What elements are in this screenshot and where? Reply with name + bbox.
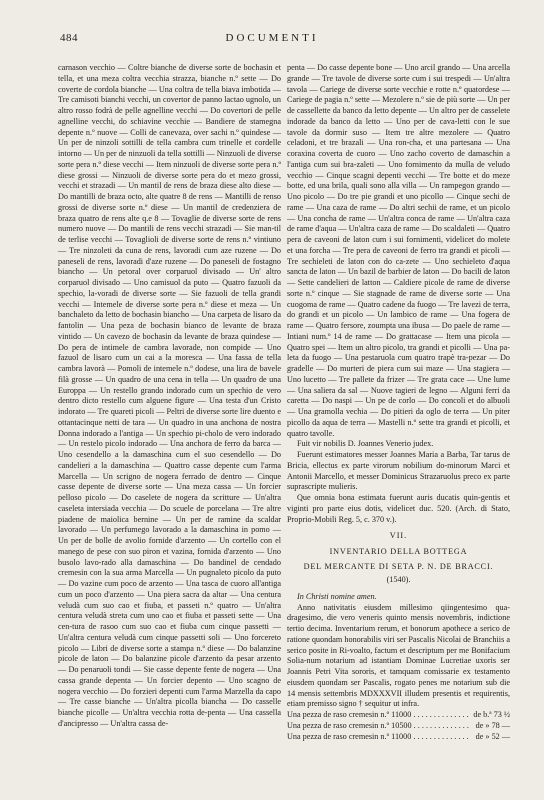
section-number: VII. (389, 531, 408, 541)
price-line-description: Una pezza de raso cremesin n.º 11000 . . . . . . . . . . . . . . (287, 710, 469, 719)
left-column (58, 63, 281, 730)
price-line-value: de » 52 — (475, 731, 510, 741)
right-column (287, 63, 510, 742)
price-line-description: Una pezza de raso cremesin n.º 10500 . . . . . . . . . . . . . . (287, 720, 469, 730)
judge-line: Fuit vir nobilis D. Joannes Venerio judex. (297, 439, 434, 449)
section-title-line-2: DEL MERCANTE DI SETA P. N. DE BRACCI. (303, 562, 494, 571)
valuation-paragraph: Que omnia bona estimata fuerunt auris ducatis quin-gentis et viginti pro parte eius dotis, videlicet duc. 520. (Arch. di Stato, Proprio-Mobili Reg. 5, c. 370 v.). (287, 493, 510, 524)
estimators-paragraph: Fuerunt estimatores messer Joannes Maria a Barba, Tar tarus de Bricia, ellectus ex parte virorum nobilium do-minorum Marci et Antonii Marcello, et messer Dominicus Strazaruolus preco ex parte suprascripte mulieris. (287, 450, 510, 492)
price-line-value: de b.ª 73 ½ (473, 710, 510, 719)
price-line (287, 710, 510, 721)
price-line-value: de » 78 — (475, 720, 510, 730)
price-line (287, 721, 510, 732)
section-year: (1540). (386, 575, 411, 584)
inventory-text-right: penta — Do casse depente bone — Uno arcil grando — Una arcella grande — Tre tavole de diverse sorte cum i sui trespedi — Un'altra tavola — Cariege de diverse sorte vecchie e rotte n.º quatordese — Cariege de pagia n.º sette — Mezolere n.º sie de più sorte — Un per de cassellette da banco da letto depente — Un altro per de casselete indorade da banco da letto — Uno per de cava-letti con le sue tavole da dormir suso — Item tre altre mezolere — Quatro celadoni, et tre brazali — Una ron-cha, et una partesana — Una coraxina coverta de cuoro — Uno zacho coverto de damaschin a l'antiga cum sui bra-zaleti — Uno fornimento da mulla de veludo vecchio — Cinque scagni depenti vecchi — Tre botte et do meze botte, ed una brila, quali sono alla villa — Un rampegon grando — Uno picolo — Do tre pie grandi et uno picollo — Cinque sechi de rame — Una caza de rame — Do altri sechii de rame, et un picolo — Una concha de rame — Un'altra conca de rame — Un'altra caza de rame d'aqua — Un'altra caza de rame — Do scaldaleti — Quatro pera de caveoni de laton cum i sui fornimenti, videlicet do molete et una forcha — Tre pera de caveoni de ferro tra grandi et picoli — Tre sechieleti de laton con do ca-zete — Uno sechieleto d'aqua sancta de laton — Un bazil de barbier de laton — Do bacili de laton — Sette candelieri de latton — Caldiere picole de rame de diverse sorte n.º cinque — Sie stagnade de rame de diverse sorte — Una cuogoma de rame — Quatro cadene da fuogo — Tre lavezi de terra, do grandi et un picolo — Un lambico de rame — Una fogera de rame — Quatro fersore, zoumpta una ibusa — Do paele de rame — Intiani num.º 14 de rame — Do grattacase — Item una picola — Quatro spei — Item un altro picolo, tra grandi et picolli — Una pa-leta da fuogo — Una pestaruola cum quatro trapè tra-pezar — Do gradelle — Do murteri de piera cum sui maze — Una stagiera — Uno lucetto — Tre pallete da frizer — Tre grata cace — Une lume — Una saliera da sal — Nuove tagieri de legno — Alguni ferri da caretta — Do naspi — Un pe de corlo — Do concoli et do albuoli — Una gramolla vechia — Do pitieri da oglo de terra — Un piter picollo da aqua de terra — Mastelli n.º sette tra grandi et picolli, et quatro tavolle. (287, 63, 510, 438)
latin-inventory-paragraph: Anno nativitatis eiusdem millesimo qiingentesimo qua-dragesimo, die vero veneris quinto mensis novembris, indictione tertio decima. Inventarium rerum, et bonorum apothece a serico de ratione quondam honorabilis viri ser Pascalis Nicolai de Branchiis a serico posite in Ri-voalto, factum et descriptum per me Bonifacium Solia-num notarium ad istantiam Dominae Lucretiae uxoris ser Joannis Petri Vita sororis, et tamquam comissarie ex testamento eiusdem quondam ser Pascalis, rogato penes me notarium sub die 14 mensis settembris MDXXXVII illudem presentis et requirentis, etiam premisso signo † sequitur ut infra. (287, 602, 510, 709)
section-title-line-1: INVENTARIO DELLA BOTTEGA (329, 547, 468, 556)
price-line (287, 732, 510, 743)
invocation: In Christi nomine amen. (297, 591, 377, 601)
inventory-text-left: carnason vecchio — Coltre bianche de diverse sorte de bochasin et tella, et una meza coltra vecchia strazza, bianche n.º sette — Do coverte de cordola bianche — Una coltra de tella biava imbotida — Tre camisoti bianchi vecchi, un covertor de panno lactao ugnolo, un altro rosso fodrà de pelle agnelline vecchi — Do covertori de pelle agnelline vecchi, do schiavine vecchie — Bandiere de stamegna depente n.º nuove — Colli de canevaza, over sachi n.º quindese — Un per de ninzoli sottilli de tella cambra cum trinelle et cordelle intorno — Un per de ninzuoli da tella sottilli — Ninzuoli de diverse sorte pera n.º diese vecchi — Item ninzuoli de diverse sorte pera n.º diese grossi — Ninzuoli de diverse sorte pera do et mezo grossi, vecchi et strazadi — Un mantil de rens de braza diese alto diese — Do mantilli de braza octo, alte quatre 8 de rens — Mantilli de renso grossi de diverse sorte n.º diese — Un mantil de credenziera de braza quatro de rens alte q.e 8 — Tovaglie de diverse sorte de rens numero nuove — Do mantili de rens vecchi strazadi — Sie man-til de terlise vecchi — Tovaglioli de diverse sorte de rens n.º vintiuno — Tre ninzoleti da cuna de rens, lavoradi cum aze ruzene — Do paneseli de rens, lavoradi d'aze ruzene — Do paneseli de fostagno biancho — Un petoral over corparuol divisado — Un' altro corparuol divisado — Uno camisuol da puto — Quatro fazuoli da spechio, la-voradi de diverse sorte — Sie fazuoli de tella grandi vecchi — Intemele de diverse sorte pera n.º diese et meza — Un banchaleto da letto de bochasin biancho — Una carpeta de lisaro da fantolin — Una peza de bochasin bianco de levante de braza vintido — Un cavezo de bochasin da levante de braza quindese — Do pera de intimele de cambra lavorade, non compide — Uno fazuol de lisaro cum un cai a la moresca — Una fassa de tella cambra lavorà — Pomoli de intemele n.º dodese, una lira de bavele filà grosse — Un quadro de una cena in tella — Un quadro de una Europpa — Un restello grando indorado cum un spechio de vero dentro dicto restello cum alguene figure — Una testa d'un Cristo indorato — Tre quareti picoli — Peltri de diverse sorte lire duento e ottantacinque netti de tara — Un quadro in una anchona de nostra Donna indorado a l'antiga — Un spechio pi-cholo de vero indorado — Un restelo picolo indorado — Una anchora de ferro da barca — Uno cesendello a la damaschina cum el suo cesendello — Do candelieri a la damaschina — Quattro casse depente cum l'arma Marcella — Un scrigno de nogera ferrado de dentro — Cinque casse depente de diverse sorte — Una meza cassa — Un forcier pelloso picolo — Do caselete de nogera da scritture — Un'altra caseleta intersiada vecchia — Do scuele de porcelana — Tre altre piadene de maiolica bernine — Un per de ramine da scaldar lavorado — Un perfumego lavorado a la damaschina in pomo — Un per de bolle de avolio fornide d'arzento — Un cortello con el manego de pese con suo piron et vazina, fornida d'arzento — Uno busolo lavo-rado alla damaschina — Do bandinel de cendado cremesin con la sua arma Marcella — Un pugnaleto picolo da puto — Do vazine cum poco de arzento — Una tasca de cuoro all'antiga cum un poco d'arzento — Una piera sacra da altar — Una centura veludà cum suo cao et fiuba, et passeti n.º quatro — Un'altra centura veludà streta cum uno cao et fiuba et passeti sette — Una cen-tura de rasoo cum suo cao et fiuba cum cinque passetti — Un'altra centura veludà cum cinque passetti soli — Uno forcereto picolo — Libri de diverse sorte a stampa n.º diese — Do balanzine picole de laton — Do balanzine picole d'arzento da pesar arzento — Do penaruoli tondi — Sie casse depente fente de nogera — Una cassa grande depenta — Un forcier depento — Uno scagno de nogera vecchio — Do forzieri depenti cum l'arma Marzella da capo — Tre casse bianche — Un'altra picolla biancha — Do casselle bianche picolle — Un'altra vecchia rotta de-penta — Una cassella d'ancipresso — Un'altra cassa de- (58, 63, 281, 728)
price-line-description: Una pezza de raso cremesin n.º 11000 . . . . . . . . . . . . . . (287, 731, 469, 741)
running-title: DOCUMENTI (225, 32, 319, 44)
page-number: 484 (60, 32, 78, 44)
